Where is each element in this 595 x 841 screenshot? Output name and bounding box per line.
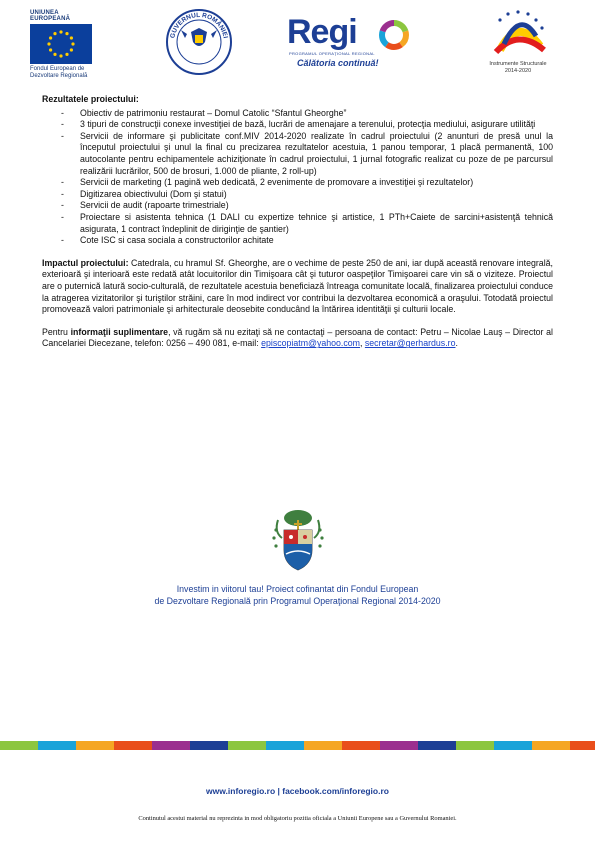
eu-star-icon bbox=[59, 54, 62, 57]
list-item: - Proiectare si asistenta tehnica (1 DALI cu expertize tehnice şi artistice, 1 PTh+Caiete de sarcini+asistenţă tehnică asigurata, 1 contract îndeplinit de diriginţie de şantier) bbox=[42, 212, 553, 235]
eu-star-icon bbox=[65, 32, 68, 35]
eu-star-icon bbox=[70, 48, 73, 51]
structural-instruments-line2: 2014-2020 bbox=[504, 68, 532, 74]
email-link-episcopia[interactable]: episcopiatm@yahoo.com bbox=[261, 338, 360, 349]
email-link-secretar[interactable]: secretar@gerhardus.ro bbox=[364, 338, 456, 349]
list-item: - Cote ISC si casa sociala a constructorilor achitate bbox=[42, 235, 553, 247]
structural-instruments-line1: Instrumente Structurale bbox=[489, 61, 547, 67]
impact-paragraph bbox=[42, 258, 553, 316]
results-list bbox=[42, 108, 553, 247]
eu-star-icon bbox=[53, 32, 56, 35]
government-seal-icon bbox=[165, 8, 233, 76]
disclaimer: Continutul acestui material nu reprezinta in mod obligatoriu pozitia oficiala a Uniunii Europene sau a Guvernului Romaniei. bbox=[138, 815, 457, 822]
contact-end: . bbox=[455, 338, 458, 349]
contact-separator: , bbox=[360, 338, 365, 349]
eu-star-icon bbox=[47, 42, 50, 45]
impact-label: Impactul proiectului: bbox=[42, 257, 129, 268]
regio-ring-icon bbox=[377, 18, 411, 52]
eu-star-icon bbox=[70, 36, 73, 39]
structural-instruments-label bbox=[470, 61, 566, 75]
regio-logo-small-text: PROGRAMUL OPERAŢIONAL REGIONAL bbox=[289, 51, 375, 56]
list-item: - Obiectiv de patrimoniu restaurat – Domul Catolic “Sfantul Gheorghe” bbox=[42, 108, 553, 120]
stripe-segment bbox=[380, 741, 418, 750]
eu-logo-title: UNIUNEA EUROPEANĂ bbox=[30, 10, 71, 22]
funding-slogan bbox=[70, 584, 525, 607]
stripe-segment bbox=[570, 741, 595, 750]
eu-star-icon bbox=[71, 42, 74, 45]
eu-star-icon bbox=[59, 30, 62, 33]
stripe-segment bbox=[228, 741, 266, 750]
stripe-segment bbox=[494, 741, 532, 750]
regio-logo-tagline: Călătoria continuă! bbox=[297, 58, 379, 68]
eu-logo-line2: Dezvoltare Regională bbox=[30, 73, 88, 79]
stripe-segment bbox=[266, 741, 304, 750]
website-links[interactable]: www.inforegio.ro | facebook.com/inforegio.ro bbox=[206, 786, 389, 796]
slogan-line2: de Dezvoltare Regională prin Programul Operaţional Regional 2014-2020 bbox=[154, 595, 441, 606]
document-body bbox=[42, 94, 553, 350]
eu-star-icon bbox=[65, 53, 68, 56]
structural-instruments-logo bbox=[470, 6, 566, 78]
contact-paragraph bbox=[42, 327, 553, 350]
list-item: - 3 tipuri de construcţii conexe investiţiei de bază, lucrări de amenajare a terenului, protecţia mediului, asigurare utilităţi bbox=[42, 119, 553, 131]
stripe-segment bbox=[38, 741, 76, 750]
eu-logo-line1: Fondul European de bbox=[30, 66, 85, 72]
eu-flag-icon bbox=[30, 24, 92, 64]
stripe-segment bbox=[0, 741, 38, 750]
stripe-segment bbox=[456, 741, 494, 750]
eu-star-icon bbox=[49, 48, 52, 51]
contact-bold: informaţii suplimentare bbox=[70, 326, 169, 337]
structural-instruments-icon bbox=[470, 6, 566, 60]
contact-text: , vă rugăm să nu ezitaţi să ne contactaţi – persoana de contact: Petru – Nicolae Lauş – Director al Cancelariei Diecezane, telefon: 0256 – 490 081, e-mail: bbox=[42, 326, 553, 349]
color-stripe bbox=[0, 741, 595, 750]
eu-star-icon bbox=[53, 53, 56, 56]
stripe-segment bbox=[418, 741, 456, 750]
eu-logo bbox=[30, 10, 100, 80]
eu-logo-subtitle bbox=[30, 66, 100, 80]
list-item: - Servicii de audit (rapoarte trimestriale) bbox=[42, 200, 553, 212]
list-item: - Servicii de informare şi publicitate conf.MIV 2014-2020 realizate în cadrul proiectului (2 anunturi de presă unul la începutul proiectului şi unul la final cu precizarea rezultatelor acestuia, 1 panou temporar, 1 placă permanentă, 100 autocolante pentru echipamentele achiziţionate în cadrul proiectului, 1 jurnal fotografic realizat cu poze de pe parcursul realizării lucrărilor, 500 de brosuri, 1.000 de pliante, 2 roll-up) bbox=[42, 131, 553, 177]
diocese-crest-icon bbox=[268, 508, 328, 572]
logo-header bbox=[0, 0, 595, 85]
stripe-segment bbox=[114, 741, 152, 750]
list-item: - Servicii de marketing (1 pagină web dedicată, 2 evenimente de promovare a investiţiei şi rezultatelor) bbox=[42, 177, 553, 189]
stripe-segment bbox=[532, 741, 570, 750]
stripe-segment bbox=[304, 741, 342, 750]
government-seal-text: GUVERNUL ROMÂNIEI bbox=[169, 11, 229, 39]
eu-star-icon bbox=[49, 36, 52, 39]
stripe-segment bbox=[342, 741, 380, 750]
results-heading: Rezultatele proiectului: bbox=[42, 94, 139, 104]
stripe-segment bbox=[76, 741, 114, 750]
stripe-segment bbox=[190, 741, 228, 750]
regio-logo bbox=[287, 14, 412, 70]
contact-prefix: Pentru bbox=[42, 326, 71, 337]
regio-logo-word: Regi bbox=[287, 13, 357, 51]
list-item: - Digitizarea obiectivului (Dom şi statui) bbox=[42, 189, 553, 201]
stripe-segment bbox=[152, 741, 190, 750]
impact-text: Catedrala, cu hramul Sf. Gheorghe, are o vechime de peste 250 de ani, iar după această renovare integrală, exterioară şi interioară este redată atât locuitorilor din Timişoara cât şi tuturor oaspeţilor Timişoarei care vin să o viziteze. Proiectul are o puternică latură socio-culturală, de rezultatele acestuia beneficiază întreaga comunitate locală, finalizarea proiectului conduce la atragerea vizitatorilor şi turiştilor străini, care în mod indirect vor contribui la dezvoltarea economică a oraşului. Totodată proiectul promovează valori patrimoniale şi arhitecturale deosebite conducând la întărirea identităţii şi culturii locale. bbox=[42, 257, 554, 315]
slogan-line1: Investim in viitorul tau! Proiect cofinantat din Fondul European bbox=[176, 584, 419, 594]
